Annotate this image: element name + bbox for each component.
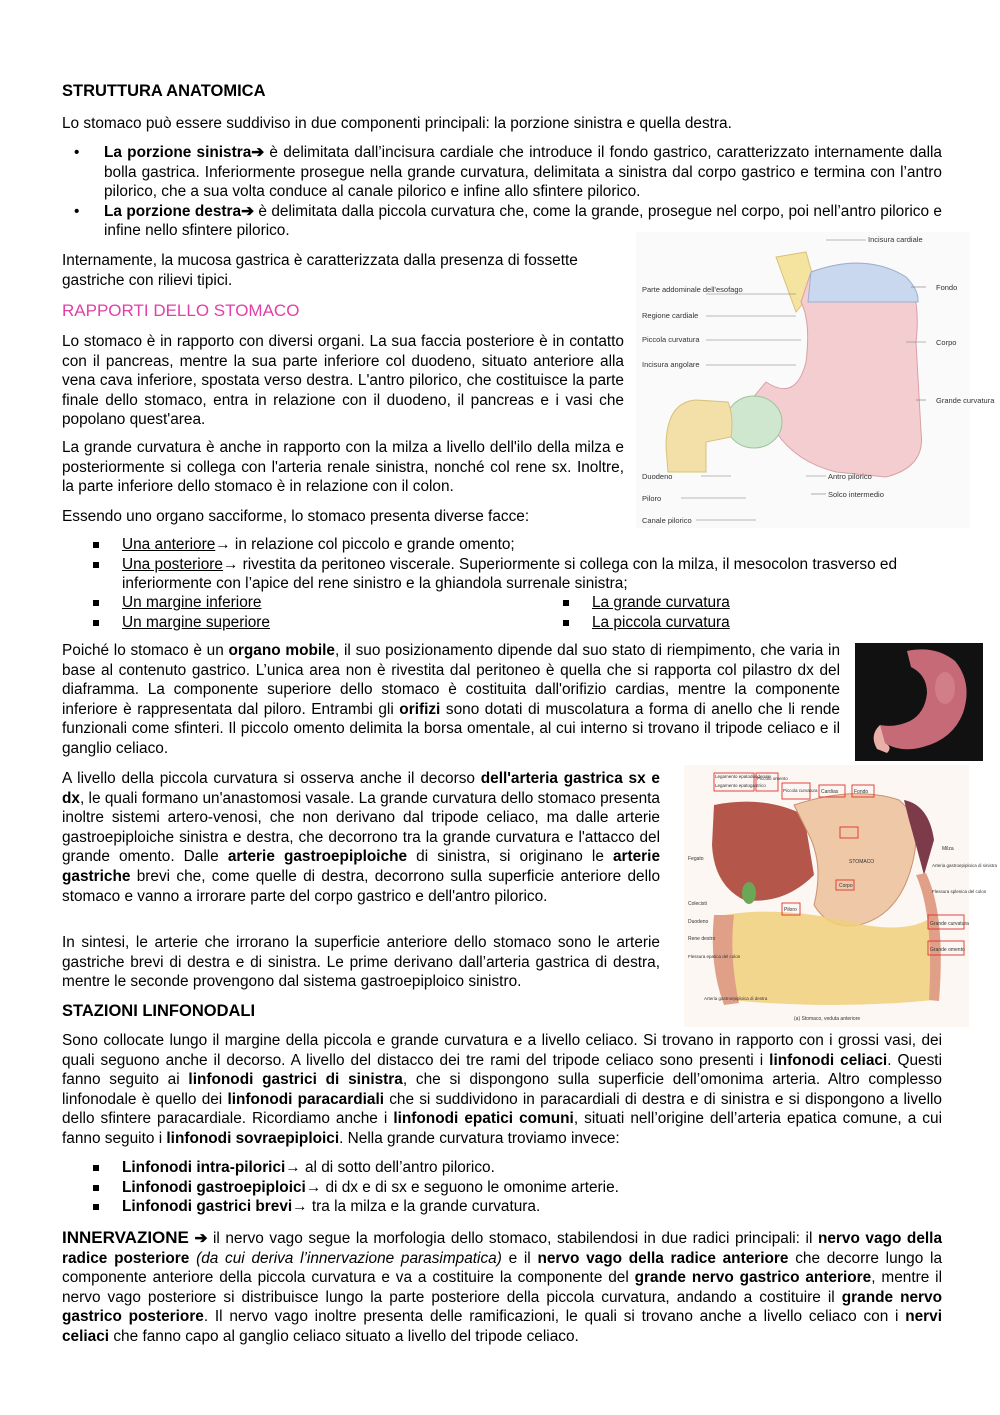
list-item: Linfonodi intra-pilorici→ al di sotto dell’antro pilorico.: [122, 1158, 619, 1178]
diagram-label: Flessura epatica del colon: [688, 954, 741, 959]
linfonodi-paragraph: Sono collocate lungo il margine della piccola e grande curvatura e a livello celiaco. Si trovano in rapporto con i grossi vasi, dei quali seguono anche il decorso. A livello del distacco dei tre rami del tripode celiaco sono presenti i linfonodi celiaci. Questi fanno seguito ai linfonodi gastrici di sinistra, che si dispongono sulla superficie dell’omonima arteria. Altro complesso linfonodale è quello dei linfonodi paracardiali che si suddividono in paracardiali di destra e di sinistra e si dispongono a livello dello sfintere paracardiale. Ricordiamo anche i linfonodi epatici comuni, situati nell’origine dell’arteria epatica comune, a cui fanno seguito i linfonodi sovraepiploici. Nella grande curvatura troviamo invece:: [62, 1032, 942, 1147]
diagram-label: Grande omento: [930, 947, 965, 953]
diagram-label: Grande curvatura: [930, 921, 969, 927]
list-item: La piccola curvatura: [592, 613, 730, 631]
diagram-label: STOMACO: [849, 859, 875, 865]
section-title-innervazione: INNERVAZIONE: [62, 1228, 189, 1247]
arrow-icon: →: [305, 1178, 322, 1196]
margini-list: [122, 593, 270, 632]
list-item: Un margine inferiore: [122, 593, 270, 613]
rapporti-paragraph-1: Lo stomaco è in rapporto con diversi organi. La sua faccia posteriore è in contatto con il pancreas, mentre la sua parte inferiore col duodeno, situato anteriore alla vena cava inferiore, spostata verso destra. L'antro pilorico, che costituisce la parte finale dello stomaco, entra in relazione con il duodeno, il pancreas e i vasi che popolano quest'area.: [62, 333, 624, 429]
diagram-label: Arteria gastroepiploica di sinistra: [932, 863, 998, 868]
diagram-label: Rene destro: [688, 936, 716, 942]
diagram-label: Colecisti: [688, 901, 707, 907]
diagram-label: Fondo: [854, 789, 869, 795]
arrow-icon: ➔: [251, 144, 265, 161]
diagram-label: Arteria gastroepiploica di destra: [704, 996, 768, 1001]
diagram-label: Incisura angolare: [642, 360, 700, 369]
list-item: Un margine superiore: [122, 613, 270, 631]
diagram-label: Flessura splenica del colon: [932, 889, 987, 894]
linfonodi-list: [122, 1158, 619, 1217]
diagram-label: Incisura cardiale: [868, 235, 923, 244]
arterie-paragraph: A livello della piccola curvatura si osserva anche il decorso dell'arteria gastrica sx e dx, le quali formano un'anastomosi vasale. La grande curvatura dello stomaco presenta inoltre sistemi artero-venosi, che non derivano dal tripode celiaco, ma dalle arterie gastroepiploiche sinistra e destra, che decorrono tra la grande curvatura e l'attacco del grande omento. Dalle arterie gastroepiploiche di sinistra, si originano le arterie gastriche brevi che, come quelle di destra, decorrono sulla superficie anteriore dello stomaco e vanno a irrorare parte del corpo gastrico e dell'antro pilorico.: [62, 770, 661, 905]
list-item: Linfonodi gastrici brevi→ tra la milza e la grande curvatura.: [122, 1197, 619, 1217]
diagram-label: Corpo: [839, 883, 853, 889]
arrow-icon: →: [222, 555, 239, 573]
diagram-label: Grande curvatura: [936, 396, 995, 405]
list-item: • La porzione sinistra➔ è delimitata dall’incisura cardiale che introduce il fondo gastrico, caratterizzato internamente dalla bolla gastrica. Inferiormente prosegue nella grande curvatura, delimitata a sinistra dal corpo gastrico e termina con l’antro pilorico, che a sua volta conduce al canale pilorico e infine allo sfintere pilorico.: [104, 143, 942, 202]
section-title-struttura: STRUTTURA ANATOMICA: [62, 82, 266, 100]
list-item: Una anteriore→ in relazione col piccolo e grande omento;: [122, 535, 944, 555]
stomach-diagram: [636, 232, 995, 528]
innervazione-paragraph: INNERVAZIONE ➔ il nervo vago segue la morfologia dello stomaco, stabilendosi in due radici principali: il nervo vago della radice posteriore (da cui deriva l’innervazione parasimpatica) e il nervo vago della radice anteriore che decorre lungo la componente anteriore della piccola curvatura e va a costituire la componente del grande nervo gastrico anteriore, mentre il nervo vago posteriore si distribuisce lungo la parte posteriore della piccola curvatura, andando a costituire il grande nervo gastrico posteriore. Il nervo vago inoltre presenta delle ramificazioni, le quali si trovano anche a livello celiaco con i nervi celiaci che fanno capo al ganglio celiaco situato a livello del tripode celiaco.: [62, 1228, 943, 1345]
list-item: • La porzione destra➔ è delimitata dalla piccola curvatura che, come la grande, prosegue nel corpo, poi nell’antro pilorico e infine nello sfintere pilorico.: [104, 202, 942, 241]
figure-caption: (a) Stomaco, veduta anteriore: [794, 1016, 861, 1022]
diagram-label: Parte addominale dell'esofago: [642, 285, 743, 294]
arrow-icon: →: [292, 1198, 308, 1216]
curvature-list: [592, 593, 730, 632]
arrow-icon: →: [285, 1159, 301, 1176]
diagram-label: Piccola curvatura: [642, 335, 700, 344]
diagram-label: Corpo: [936, 338, 957, 347]
arrow-icon: ➔: [241, 202, 254, 220]
section-title-rapporti: RAPPORTI DELLO STOMACO: [62, 301, 300, 320]
diagram-label: Duodeno: [688, 919, 709, 925]
diagram-label: Fegato: [688, 856, 704, 862]
rapporti-paragraph-3: Essendo uno organo sacciforme, lo stomaco presenta diverse facce:: [62, 508, 530, 525]
arrow-icon: →: [215, 536, 231, 553]
stomach-photo: [855, 643, 983, 761]
diagram-label: Piccolo omento: [757, 776, 788, 781]
diagram-label: Antro pilorico: [828, 472, 872, 481]
list-item: Una posteriore→ rivestita da peritoneo viscerale. Superiormente si collega con la milza, il mesocolon trasverso ed inferiormente con l’apice del rene sinistro e la ghiandola surrenale sinistra;: [122, 555, 944, 594]
diagram-label: Regione cardiale: [642, 311, 699, 320]
list-item: Linfonodi gastroepiploici→ di dx e di sx e seguono le omonime arterie.: [122, 1178, 619, 1196]
list-item: La grande curvatura: [592, 594, 730, 611]
mobile-paragraph: Poiché lo stomaco è un organo mobile, il suo posizionamento dipende dal suo stato di riempimento, che varia in base al contenuto gastrico. L’unica area non è rivestita dal peritoneo è quella che si rapporta col pilastro dx del diaframma. La componente superiore dello stomaco è costituita dall'orifizio cardias, mentre la componente inferiore è rappresentata dal piloro. Entrambi gli orifizi sono dotati di muscolatura a forma di anello che li rende funzionali come sfinteri. Il piccolo omento delimita la borsa omentale, al cui interno si trovano il tripode celiaco e il ganglio celiaco.: [62, 642, 841, 757]
section-title-linfonodi: STAZIONI LINFONODALI: [62, 1002, 256, 1020]
diagram-label: Piloro: [642, 494, 662, 503]
rapporti-paragraph-2: La grande curvatura è anche in rapporto con la milza a livello dell'ilo della milza e posteriormente si collega con l'arteria renale sinistra, nonché col rene sx. Inoltre, la parte inferiore dello stomaco è in relazione con il colon.: [62, 439, 624, 496]
diagram-label: Canale pilorico: [642, 516, 692, 525]
sintesi-paragraph: In sintesi, le arterie che irrorano la superficie anteriore dello stomaco sono le arterie gastriche brevi di destra e di sinistra. Le prime derivano dall’arteria gastrica di destra, mentre le seconde provengono dal sistema gastroepiploico sinistro.: [62, 934, 660, 991]
arrow-icon: ➔: [194, 1230, 208, 1247]
mucosa-paragraph: Internamente, la mucosa gastrica è caratterizzata dalla presenza di fossette gastriche con rilievi tipici.: [62, 252, 578, 289]
diagram-label: Cardias: [821, 789, 839, 795]
porzioni-list: [104, 143, 942, 241]
diagram-label: Legamento epatoduodenale: [715, 774, 772, 779]
anatomy-illustration: [684, 765, 998, 1027]
diagram-label: Legamento epatogastrico: [715, 783, 766, 788]
diagram-label: Duodeno: [642, 472, 673, 481]
diagram-label: Piloro: [784, 907, 797, 913]
diagram-label: Fondo: [936, 283, 958, 292]
diagram-label: Milza: [942, 846, 954, 852]
intro-paragraph: Lo stomaco può essere suddiviso in due componenti principali: la porzione sinistra e quella destra.: [62, 115, 732, 132]
diagram-label: Solco intermedio: [828, 490, 884, 499]
facce-list: [122, 535, 944, 594]
diagram-label: Piccola curvatura: [783, 788, 818, 793]
